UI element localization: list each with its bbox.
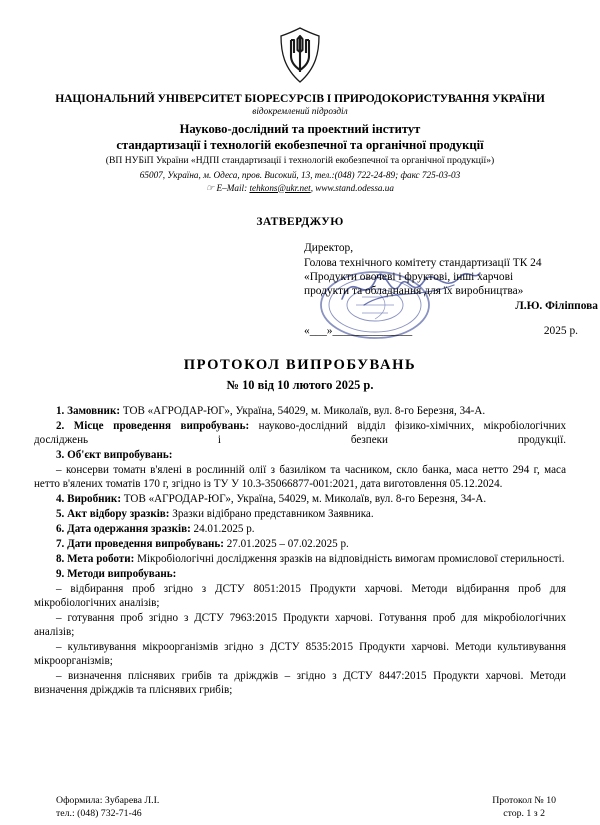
- organization-contacts: [34, 183, 566, 194]
- item-purpose-label: 8. Мета роботи:: [56, 553, 135, 566]
- item-methods: [34, 568, 566, 582]
- method-preparation: – готування проб згідно з ДСТУ 7963:2015 Продукти харчові. Готування проб для мікробіологічних аналізів;: [34, 611, 566, 638]
- item-purpose-text: Мікробіологічні дослідження зразків на відповідність вимогам промислової стерильності.: [134, 553, 565, 566]
- institute-name-line1: Науково-дослідний та проектний інститут: [179, 121, 421, 136]
- footer-prepared-by-name: Оформила: Зубарева Л.І.: [56, 795, 160, 806]
- item-test-dates-label: 7. Дати проведення випробувань:: [56, 538, 224, 551]
- approval-text: [304, 241, 600, 339]
- item-purpose: [34, 553, 566, 567]
- approval-date-year: 2025 р.: [543, 324, 578, 337]
- item-object-desc: – консерви томатн в'ялені в рослинній олії з базиліком та часником, скло банка, маса нетто 294 г, маса нетто в'ялених томатів 170 г, згідно із ТУ У 10.3-35066877-001:2021, дата виготовлення 05.12.2024.: [34, 464, 566, 491]
- item-sampling-act-text: Зразки відібрано представником Заявника.: [169, 508, 374, 521]
- item-place-text: науково-дослідний відділ фізико-хімічних, мікробіологічних досліджень і безпеки продукції.: [34, 420, 567, 447]
- item-receipt-date: [34, 523, 566, 537]
- footer-page-number: стор. 1 з 2: [503, 807, 545, 819]
- approval-date-line: [304, 324, 600, 340]
- website-link[interactable]: , www.stand.odessa.ua: [310, 182, 394, 193]
- item-object-label: 3. Об'єкт випробувань:: [56, 449, 173, 462]
- item-test-dates: [34, 538, 566, 552]
- approver-position-line3: «Продукти овочеві і фруктові, інші харчові: [304, 270, 514, 283]
- footer-prepared-by: [56, 795, 159, 820]
- item-object: [34, 449, 566, 463]
- approver-position-line4: продукти та обладнання для їх виробництва»: [304, 285, 524, 298]
- emblem-container: [34, 26, 566, 88]
- approver-position-line1: Директор,: [304, 242, 354, 255]
- item-producer-label: 4. Виробник:: [56, 493, 122, 506]
- item-place: [34, 420, 566, 448]
- method-sampling: – відбирання проб згідно з ДСТУ 8051:2015 Продукти харчові. Методи відбирання проб для мікробіологічних аналізів;: [34, 583, 566, 609]
- ukraine-trident-emblem: [278, 26, 322, 84]
- item-customer-label: 1. Замовник:: [56, 405, 121, 418]
- approver-position-line2: Голова технічного комітету стандартизації ТК 24: [304, 256, 542, 269]
- protocol-number: № 10 від 10 лютого 2025 р.: [226, 378, 374, 393]
- item-sampling-act: [34, 508, 566, 522]
- approval-title: ЗАТВЕРДЖУЮ: [256, 215, 344, 229]
- item-producer-text: ТОВ «АГРОДАР-ЮГ», Україна, 54029, м. Миколаїв, вул. 8-го Березня, 34-А.: [121, 493, 487, 506]
- institute-name-line2: стандартизації і технологій екобезпечної та органічної продукції: [116, 137, 484, 152]
- item-receipt-date-text: 24.01.2025 р.: [190, 523, 255, 536]
- item-place-label: 2. Місце проведення випробувань:: [56, 420, 250, 433]
- item-customer-text: ТОВ «АГРОДАР-ЮГ», Україна, 54029, м. Миколаїв, вул. 8-го Березня, 34-А.: [120, 405, 486, 418]
- email-label: ☞ E–Mail:: [205, 182, 250, 193]
- approval-block: [34, 215, 598, 343]
- item-sampling-act-label: 5. Акт відбору зразків:: [56, 508, 170, 521]
- organization-address: 65007, Україна, м. Одеса, пров. Високий, 13, тел.:(048) 722-24-89; факс 725-03-03: [139, 169, 461, 180]
- subdivision-label: відокремлений підрозділ: [252, 106, 348, 117]
- item-receipt-date-label: 6. Дата одержання зразків:: [56, 523, 191, 536]
- footer-prepared-by-phone: тел.: (048) 732-71-46: [56, 807, 142, 819]
- item-test-dates-text: 27.01.2025 – 07.02.2025 р.: [223, 538, 349, 551]
- protocol-body: [34, 405, 566, 697]
- footer-protocol-number: Протокол № 10: [492, 795, 556, 806]
- method-cultivation: – культивування мікроорганізмів згідно з ДСТУ 8535:2015 Продукти харчові. Методи культивування мікроорганізмів;: [34, 640, 566, 667]
- approval-date-day: «___»______________: [304, 324, 413, 337]
- organization-name: НАЦІОНАЛЬНИЙ УНІВЕРСИТЕТ БІОРЕСУРСІВ І ПРИРОДОКОРИСТУВАННЯ УКРАЇНИ: [55, 92, 545, 105]
- method-yeast-mould: – визначення пліснявих грибів та дріжджів – згідно з ДСТУ 8447:2015 Продукти харчові. Методи визначення дріжджів та пліснявих грибів;: [34, 669, 566, 696]
- footer-protocol-info: [492, 795, 556, 820]
- letterhead: [34, 92, 566, 193]
- approver-name: Л.Ю. Філіппова: [515, 300, 598, 313]
- item-customer: [34, 405, 566, 419]
- email-link[interactable]: tehkons@ukr.net: [249, 182, 311, 193]
- institute-short-name: (ВП НУБіП України «НДПІ стандартизації і технологій екобезпечної та органічної продукції»): [105, 155, 495, 167]
- item-methods-label: 9. Методи випробувань:: [56, 568, 177, 581]
- item-producer: [34, 493, 566, 507]
- page-title: ПРОТОКОЛ ВИПРОБУВАНЬ: [183, 357, 417, 374]
